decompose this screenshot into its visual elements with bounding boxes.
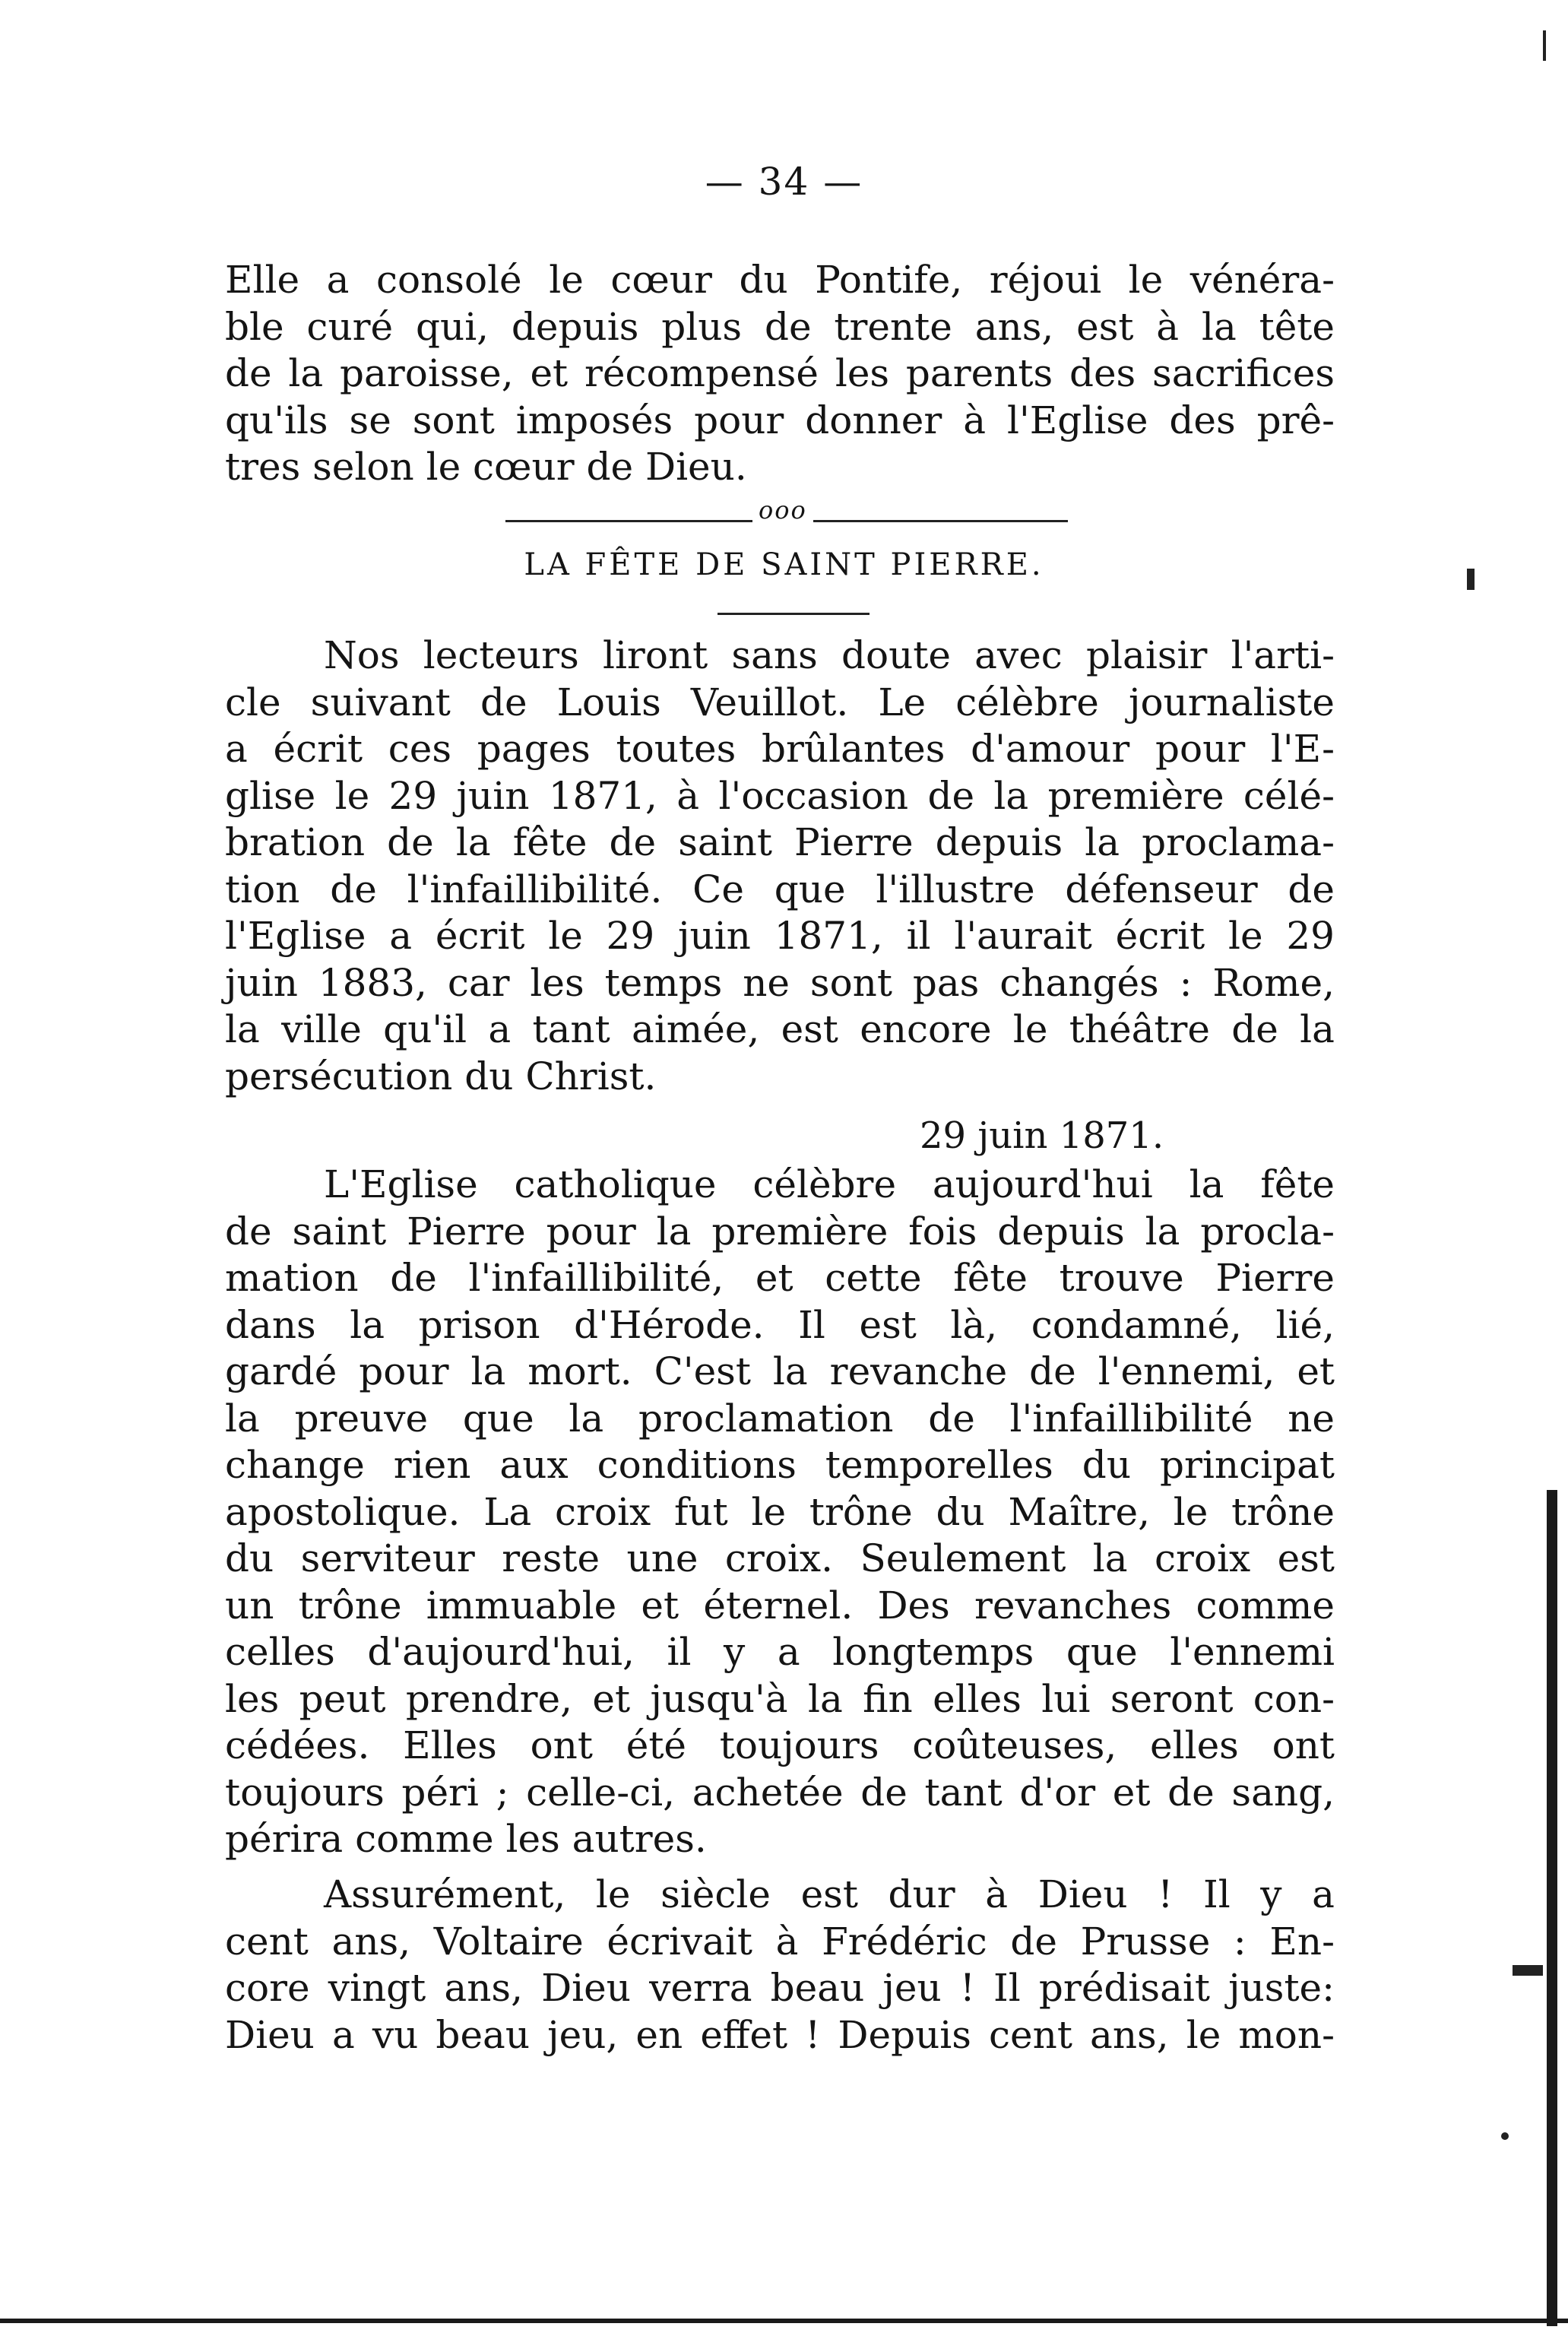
text-line: toujours péri ; celle-ci, achetée de tant d'or et de sang, — [225, 1770, 1335, 1815]
text-line: cédées. Elles ont été toujours coûteuses, elles ont — [225, 1723, 1335, 1767]
text-line: Assurément, le siècle est dur à Dieu ! Il y a — [324, 1872, 1335, 1916]
paragraph-3 — [225, 1162, 1335, 1863]
text-line: glise le 29 juin 1871, à l'occasion de la première célé- — [225, 773, 1335, 818]
paragraph-2 — [225, 632, 1335, 1100]
page-edge-shadow — [1547, 1490, 1557, 2326]
title-rule — [717, 613, 870, 615]
text-line: L'Eglise catholique célèbre aujourd'hui la fête — [324, 1162, 1335, 1206]
text-line: cent ans, Voltaire écrivait à Frédéric de Prusse : En- — [225, 1919, 1335, 1964]
text-line: mation de l'infaillibilité, et cette fête trouve Pierre — [225, 1256, 1335, 1300]
text-line: Dieu a vu beau jeu, en effet ! Depuis cent ans, le mon- — [225, 2012, 1335, 2057]
section-title: LA FÊTE DE SAINT PIERRE. — [524, 547, 1044, 582]
text-line: dans la prison d'Hérode. Il est là, condamné, lié, — [225, 1302, 1335, 1347]
separator-label: ooo — [752, 496, 813, 525]
text-line: les peut prendre, et jusqu'à la fin elles lui seront con- — [225, 1676, 1335, 1721]
text-line: Nos lecteurs liront sans doute avec plaisir l'arti- — [324, 633, 1335, 677]
scan-speck — [1513, 1965, 1543, 1976]
dateline: 29 juin 1871. — [920, 1114, 1164, 1157]
text-line: la preuve que la proclamation de l'infaillibilité ne — [225, 1396, 1335, 1441]
text-line: gardé pour la mort. C'est la revanche de l'ennemi, et — [225, 1349, 1335, 1393]
text-line: de la paroisse, et récompensé les parents des sacrifices — [225, 351, 1335, 395]
text-line: du serviteur reste une croix. Seulement la croix est — [225, 1536, 1335, 1580]
text-line: la ville qu'il a tant aimée, est encore le théâtre de la — [225, 1007, 1335, 1051]
text-line: tres selon le cœur de Dieu. — [225, 445, 747, 489]
text-line: un trône immuable et éternel. Des revanches comme — [225, 1583, 1335, 1628]
text-line: persécution du Christ. — [225, 1054, 657, 1098]
text-line: change rien aux conditions temporelles du principat — [225, 1443, 1335, 1487]
text-line: de saint Pierre pour la première fois depuis la procla- — [225, 1209, 1335, 1254]
paragraph-1 — [225, 257, 1335, 491]
scan-speck — [1501, 2132, 1509, 2140]
text-line: a écrit ces pages toutes brûlantes d'amour pour l'E- — [225, 727, 1335, 771]
paragraph-4 — [225, 1872, 1335, 2059]
text-line: ble curé qui, depuis plus de trente ans, est à la tête — [225, 304, 1335, 349]
page-number: — 34 — — [705, 160, 863, 204]
text-line: apostolique. La croix fut le trône du Maître, le trône — [225, 1489, 1335, 1534]
text-line: qu'ils se sont imposés pour donner à l'Eglise des prê- — [225, 398, 1335, 442]
text-line: périra comme les autres. — [225, 1817, 707, 1861]
page-bottom-edge — [0, 2319, 1568, 2323]
text-line: celles d'aujourd'hui, il y a longtemps que l'ennemi — [225, 1630, 1335, 1674]
scan-speck — [1543, 30, 1546, 61]
text-line: bration de la fête de saint Pierre depuis la proclama- — [225, 820, 1335, 864]
scan-speck — [1467, 569, 1475, 590]
text-line: cle suivant de Louis Veuillot. Le célèbre journaliste — [225, 680, 1335, 724]
text-line: Elle a consolé le cœur du Pontife, réjoui le vénéra- — [225, 258, 1335, 302]
text-line: core vingt ans, Dieu verra beau jeu ! Il prédisait juste: — [225, 1966, 1335, 2010]
text-line: l'Eglise a écrit le 29 juin 1871, il l'aurait écrit le 29 — [225, 914, 1335, 958]
text-line: juin 1883, car les temps ne sont pas changés : Rome, — [225, 960, 1335, 1005]
text-line: tion de l'infaillibilité. Ce que l'illustre défenseur de — [225, 867, 1335, 911]
